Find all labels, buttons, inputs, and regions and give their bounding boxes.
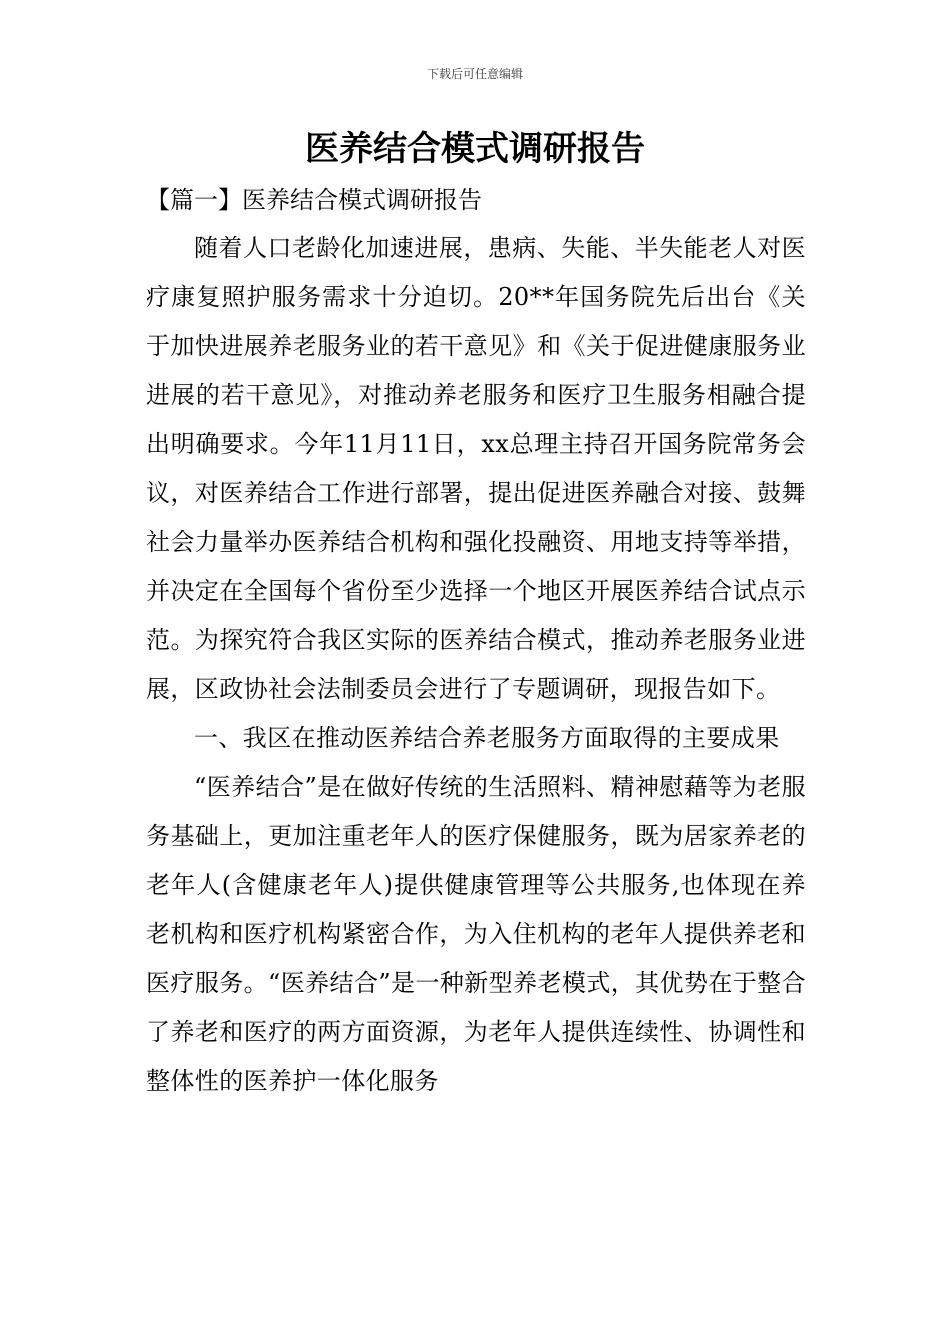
- body-paragraph: 随着人口老龄化加速进展，患病、失能、半失能老人对医疗康复照护服务需求十分迫切。20**年国务院先后出台《关于加快进展养老服务业的若干意见》和《关于促进健康服务业进展的若干意见》，对推动养老服务和医疗卫生服务相融合提出明确要求。今年11月11日，xx总理主持召开国务院常务会议，对医养结合工作进行部署，提出促进医养融合对接、鼓舞社会力量举办医养结合机构和强化投融资、用地支持等举措，并决定在全国每个省份至少选择一个地区开展医养结合试点示范。为探究符合我区实际的医养结合模式，推动养老服务业进展，区政协社会法制委员会进行了专题调研，现报告如下。: [146, 234, 806, 703]
- document-title: 医养结合模式调研报告: [305, 129, 645, 169]
- body-paragraph: “医养结合”是在做好传统的生活照料、精神慰藉等为老服务基础上，更加注重老年人的医疗保健服务，既为居家养老的老年人(含健康老年人)提供健康管理等公共服务,也体现在养老机构和医疗机构紧密合作，为入住机构的老年人提供养老和医疗服务。“医养结合”是一种新型养老模式，其优势在于整合了养老和医疗的两方面资源，为老年人提供连续性、协调性和整体性的医养护一体化服务: [146, 773, 806, 1095]
- section-heading-paragraph: 一、我区在推动医养结合养老服务方面取得的主要成果: [194, 724, 780, 752]
- section-label: 【篇一】医养结合模式调研报告: [146, 186, 482, 214]
- header-note: 下载后可任意编辑: [426, 67, 523, 81]
- document-body: [146, 224, 806, 1106]
